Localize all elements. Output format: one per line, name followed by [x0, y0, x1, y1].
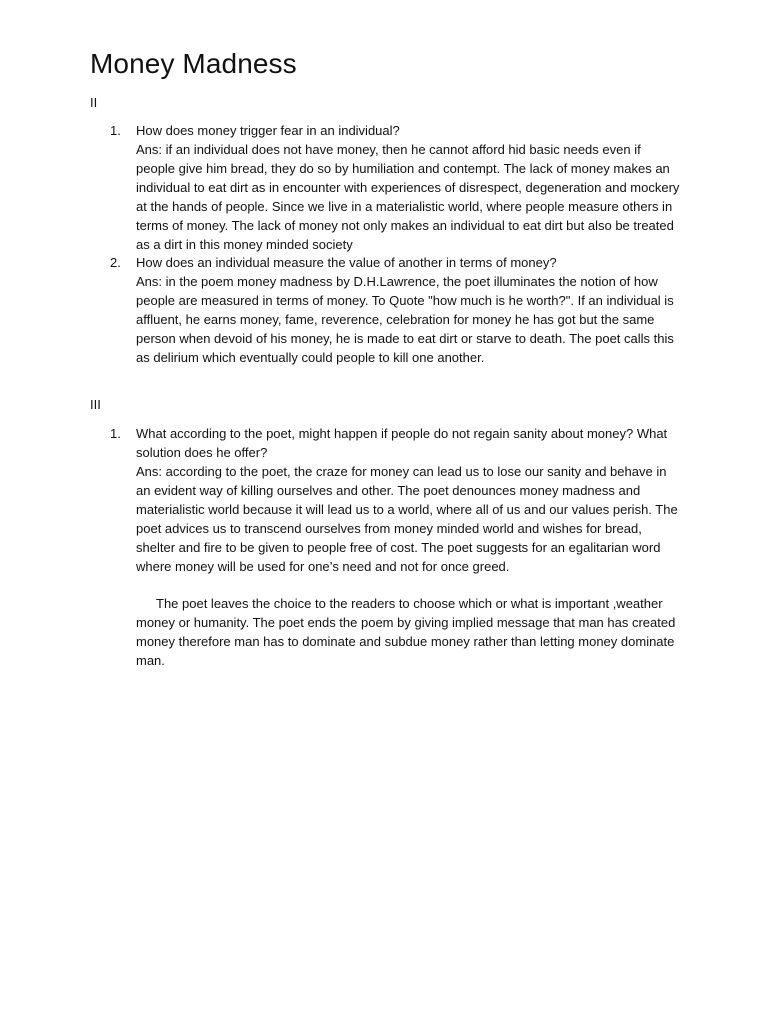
question-text: How does money trigger fear in an individual?: [136, 123, 400, 138]
additional-paragraph: The poet leaves the choice to the readers to choose which or what is important ,weather money or humanity. The poet ends the poem by giving implied message that man has created money therefore man has to dominate and subdue money rather than letting money dominate man.: [136, 596, 676, 668]
question-answer-body: [136, 121, 680, 254]
answer-text: Ans: in the poem money madness by D.H.Lawrence, the poet illuminates the notion of how people are measured in terms of money. To Quote "how much is he worth?". If an individual is affluent, he earns money, fame, reverence, celebration for money he has got but the same person when devoid of his money, he is made to eat dirt or starve to death. The poet calls this as delirium which eventually could people to kill one another.: [136, 274, 674, 365]
question-answer-item-ii-1: [110, 121, 680, 254]
question-answer-body: [136, 424, 680, 670]
question-text: What according to the poet, might happen if people do not regain sanity about money? What solution does he offer?: [136, 426, 668, 460]
answer-text: Ans: according to the poet, the craze for money can lead us to lose our sanity and behave in an evident way of killing ourselves and other. The poet denounces money madness and materialistic world because it will lead us to a world, where all of us and our values perish. The poet advices us to transcend ourselves from money minded world and wishes for bread, shelter and fire to be given to people free of cost. The poet suggests for an egalitarian word where money will be used for one’s need and not for once greed.: [136, 464, 678, 574]
answer-text: Ans: if an individual does not have money, then he cannot afford hid basic needs even if people give him bread, they do so by humiliation and contempt. The lack of money makes an individual to eat dirt as in encounter with experiences of disrespect, degeneration and mockery at the hands of people. Since we live in a materialistic world, where people measure others in terms of money. The lack of money not only makes an individual to eat dirt but also be treated as a dirt in this money minded society: [136, 142, 680, 252]
question-number: 2.: [110, 255, 121, 270]
question-text: How does an individual measure the value of another in terms of money?: [136, 255, 557, 270]
section-label-iii: III: [90, 397, 101, 412]
question-answer-item-ii-2: [110, 253, 680, 367]
section-label-ii: II: [90, 95, 98, 110]
document-title: Money Madness: [90, 48, 297, 79]
question-answer-item-iii-1: [110, 424, 680, 670]
question-number: 1.: [110, 123, 121, 138]
question-number: 1.: [110, 426, 121, 441]
question-answer-body: [136, 253, 680, 367]
